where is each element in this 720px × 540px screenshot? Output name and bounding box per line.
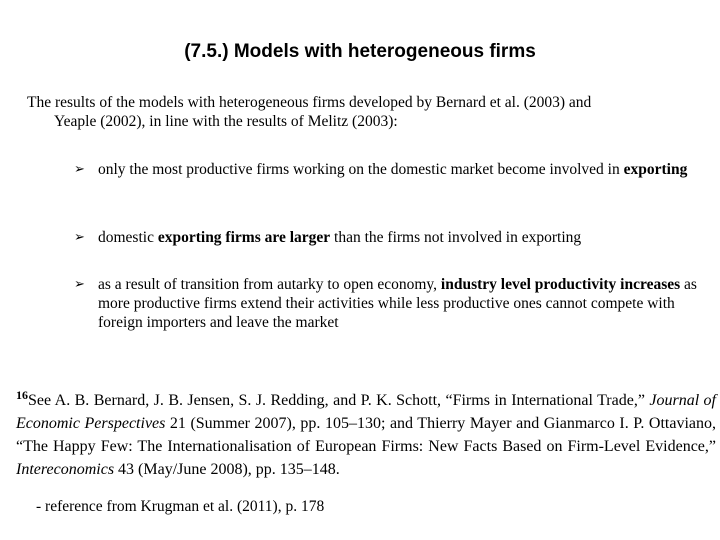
footnote-number: 16 bbox=[16, 388, 28, 402]
journal-title: Journal of Economic Perspectives bbox=[16, 392, 717, 432]
bullet-emphasis: industry level productivity increases bbox=[440, 276, 681, 293]
bullet-item-2 bbox=[74, 228, 704, 247]
bullet-item-1 bbox=[74, 160, 704, 179]
intro-paragraph bbox=[27, 93, 697, 131]
intro-line-2: Yeaple (2002), in line with the results of Melitz (2003): bbox=[54, 113, 398, 130]
bullet-item-3 bbox=[74, 275, 704, 332]
bullet-text: only the most productive firms working on the domestic market become involved in exporting bbox=[98, 161, 688, 178]
intro-line-1: The results of the models with heterogeneous firms developed by Bernard et al. (2003) and bbox=[27, 94, 592, 111]
arrow-bullet-icon: ➢ bbox=[74, 230, 85, 245]
footnote: $^{16}$See A. B. Bernard, J. B. Jensen, S. J. Redding, and P. K. Schott, “Firms in International Trade,” Journal of Economic Perspectives 21 (Summer 2007), pp. 105–130; and Thierry Mayer and Gianmarco I. P. Ottaviano, “The Happy Few: The Internationalisation of European Firms: New Facts Based on Firm-Level Evidence,” Intereconomics 43 (May/June 2008), pp. 135–148. bbox=[16, 388, 717, 478]
bullet-text: domestic exporting firms are larger than the firms not involved in exporting bbox=[98, 229, 582, 246]
slide-title: (7.5.) Models with heterogeneous firms bbox=[184, 41, 536, 62]
bullet-emphasis: exporting bbox=[623, 161, 688, 178]
arrow-bullet-icon: ➢ bbox=[74, 162, 85, 177]
arrow-bullet-icon: ➢ bbox=[74, 277, 85, 292]
bullet-emphasis: exporting firms are larger bbox=[157, 229, 331, 246]
bullet-text: as a result of transition from autarky to open economy, industry level productivity increases as more productive firms extend their activities while less productive ones cannot compete with foreign importers and leave the market bbox=[98, 276, 697, 331]
journal-title: Intereconomics bbox=[16, 461, 115, 478]
reference-note: - reference from Krugman et al. (2011), p. 178 bbox=[36, 498, 325, 515]
